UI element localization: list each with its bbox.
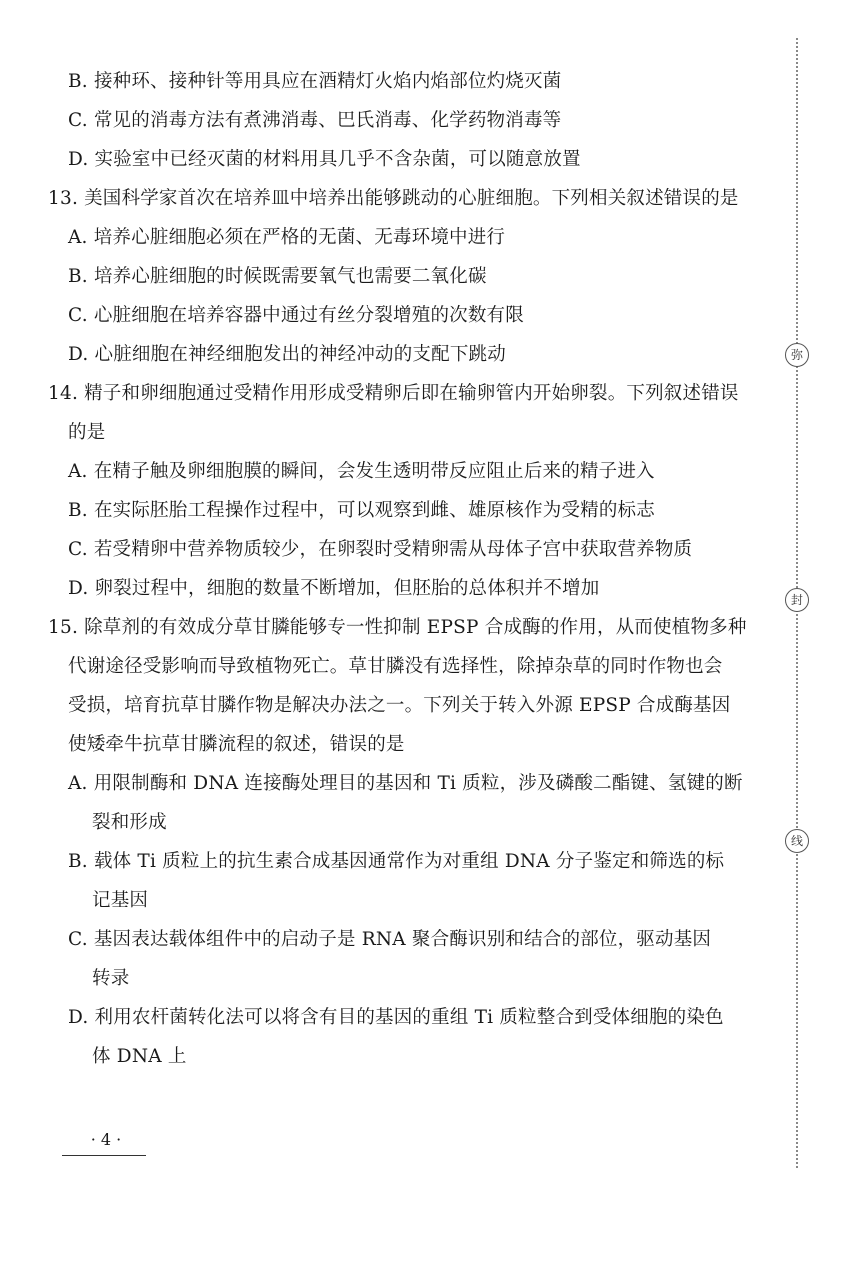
binding-mark-top: 弥: [785, 343, 809, 367]
binding-mark-bottom: 线: [785, 829, 809, 853]
q14-option-d: D. 卵裂过程中，细胞的数量不断增加，但胚胎的总体积并不增加: [68, 578, 600, 599]
q12-option-c: C. 常见的消毒方法有煮沸消毒、巴氏消毒、化学药物消毒等: [68, 110, 562, 131]
q13-option-b: B. 培养心脏细胞的时候既需要氧气也需要二氧化碳: [68, 266, 487, 287]
q13-option-c: C. 心脏细胞在培养容器中通过有丝分裂增殖的次数有限: [68, 305, 524, 326]
q14-option-a: A. 在精子触及卵细胞膜的瞬间，会发生透明带反应阻止后来的精子进入: [68, 461, 655, 482]
q15-stem-line4: 使矮牵牛抗草甘膦流程的叙述，错误的是: [68, 734, 405, 755]
q15-stem-line3: 受损，培育抗草甘膦作物是解决办法之一。下列关于转入外源 EPSP 合成酶基因: [68, 695, 731, 716]
q15-option-c-line2: 转录: [92, 968, 130, 989]
q14-option-b: B. 在实际胚胎工程操作过程中，可以观察到雌、雄原核作为受精的标志: [68, 500, 655, 521]
q15-option-c-line1: C. 基因表达载体组件中的启动子是 RNA 聚合酶识别和结合的部位，驱动基因: [68, 929, 712, 950]
q15-stem-line1: 15. 除草剂的有效成分草甘膦能够专一性抑制 EPSP 合成酶的作用，从而使植物多种: [48, 617, 747, 638]
q15-option-a-line2: 裂和形成: [92, 812, 167, 833]
q12-option-b: B. 接种环、接种针等用具应在酒精灯火焰内焰部位灼烧灭菌: [68, 71, 562, 92]
q12-option-d: D. 实验室中已经灭菌的材料用具几乎不含杂菌，可以随意放置: [68, 149, 581, 170]
page-number-rule: [62, 1155, 146, 1156]
q15-option-b-line2: 记基因: [92, 890, 149, 911]
q13-stem: 13. 美国科学家首次在培养皿中培养出能够跳动的心脏细胞。下列相关叙述错误的是: [48, 188, 739, 209]
q15-option-d-line1: D. 利用农杆菌转化法可以将含有目的基因的重组 Ti 质粒整合到受体细胞的染色: [68, 1007, 724, 1028]
q14-stem-line2: 的是: [68, 422, 106, 443]
q15-stem-line2: 代谢途径受影响而导致植物死亡。草甘膦没有选择性，除掉杂草的同时作物也会: [68, 656, 723, 677]
q14-option-c: C. 若受精卵中营养物质较少，在卵裂时受精卵需从母体子宫中获取营养物质: [68, 539, 693, 560]
q15-option-a-line1: A. 用限制酶和 DNA 连接酶处理目的基因和 Ti 质粒，涉及磷酸二酯键、氢键的断: [68, 773, 743, 794]
binding-mark-middle: 封: [785, 588, 809, 612]
q14-stem-line1: 14. 精子和卵细胞通过受精作用形成受精卵后即在输卵管内开始卵裂。下列叙述错误: [48, 383, 739, 404]
q13-option-d: D. 心脏细胞在神经细胞发出的神经冲动的支配下跳动: [68, 344, 506, 365]
q15-option-d-line2: 体 DNA 上: [92, 1046, 187, 1067]
q15-option-b-line1: B. 载体 Ti 质粒上的抗生素合成基因通常作为对重组 DNA 分子鉴定和筛选的标: [68, 851, 725, 872]
q13-option-a: A. 培养心脏细胞必须在严格的无菌、无毒环境中进行: [68, 227, 506, 248]
page-number: · 4 ·: [90, 1130, 122, 1149]
